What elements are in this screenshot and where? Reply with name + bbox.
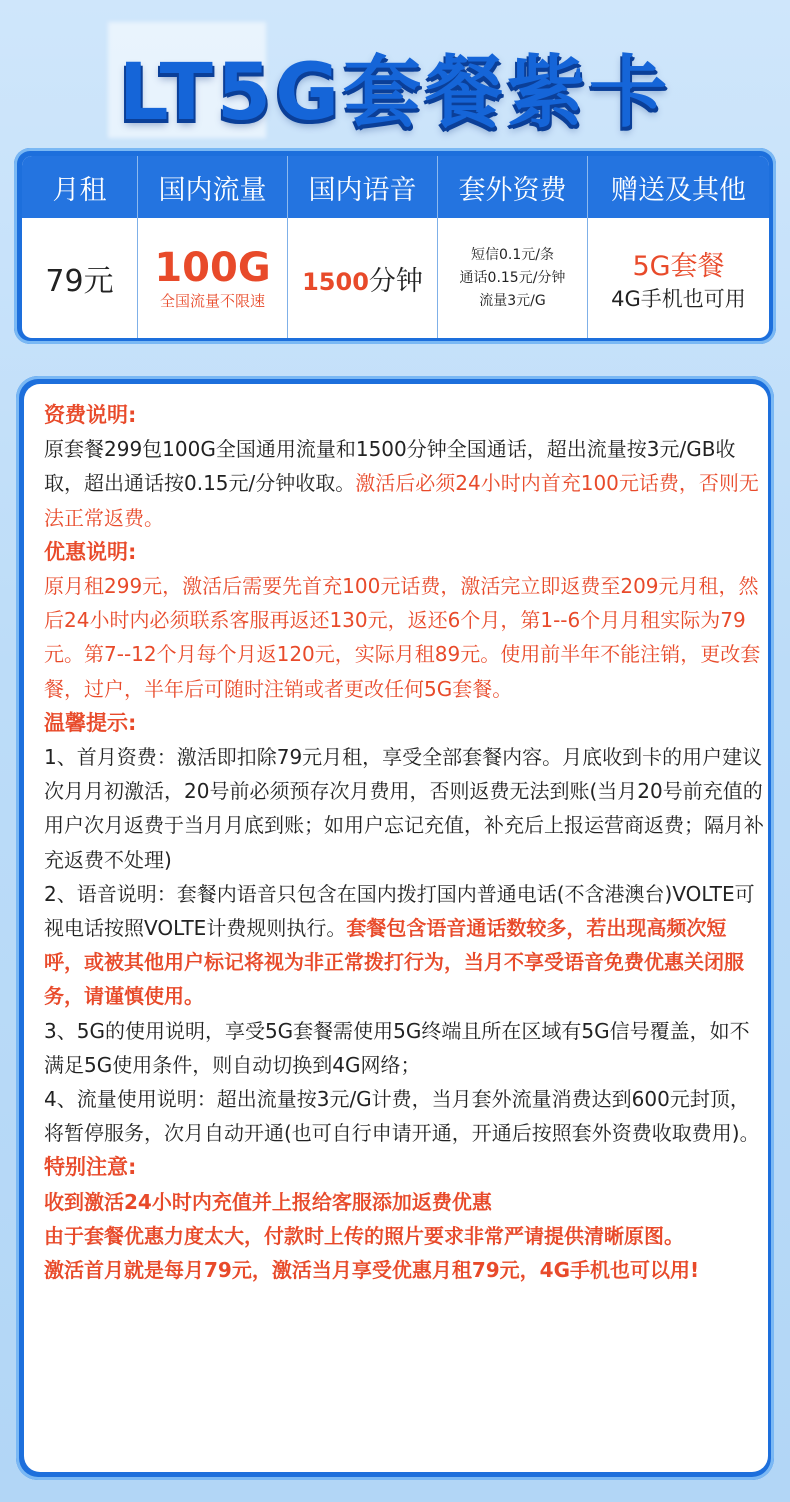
data-amount: 100G xyxy=(154,244,271,291)
cell-gifts xyxy=(588,218,769,338)
section-title-fees: 资费说明: xyxy=(44,403,137,427)
gift-4g: 4G手机也可用 xyxy=(611,286,746,311)
cell-extra-fees xyxy=(438,218,588,338)
tip-5g: 3、5G的使用说明，享受5G套餐需使用5G终端且所在区域有5G信号覆盖，如不满足5G使用条件，则自动切换到4G网络； xyxy=(44,1018,750,1077)
voice-unit: 分钟 xyxy=(368,265,423,297)
special-note-3: 激活首月就是每月79元，激活当月享受优惠月租79元，4G手机也可以用! xyxy=(44,1258,700,1283)
plan-table xyxy=(22,156,769,338)
sms-fee: 短信0.1元/条 xyxy=(471,246,554,263)
header-voice: 国内语音 xyxy=(288,156,438,218)
tip-data: 4、流量使用说明：超出流量按3元/G计费，当月套外流量消费达到600元封顶，将暂停服务，次月自动开通(也可自行申请开通，开通后按照套外资费收取费用)。 xyxy=(44,1087,760,1146)
fees-text: 原套餐299包100G全国通用流量和1500分钟全国通话，超出流量按3元/GB收取，超出通话按0.15元/分钟收取。 xyxy=(44,437,736,496)
voice-minutes: 1500 xyxy=(302,267,369,296)
tip-voice-text: 2、语音说明：套餐内语音只包含在国内拨打国内普通电话(不含港澳台)VOLTE可视电话按照VOLTE计费规则执行。 xyxy=(44,881,755,941)
header-gifts: 赠送及其他 xyxy=(611,174,746,206)
voice-value xyxy=(302,259,423,298)
data-fee: 流量3元/G xyxy=(479,292,546,309)
special-note-1: 收到激活24小时内充值并上报给客服添加返费优惠 xyxy=(44,1189,492,1214)
table-header-row xyxy=(22,156,769,218)
tip-first-month: 1、首月资费：激活即扣除79元月租，享受全部套餐内容。月底收到卡的用户建议次月月初激活，20号前必须预存次月费用，否则返费无法到账(当月20号前充值的用户次月返费于当月月底到账；如用户忘记充值，补充后上报运营商返费；隔月补充返费不处理) xyxy=(44,745,764,872)
section-title-special: 特别注意: xyxy=(44,1155,137,1180)
table-row xyxy=(22,218,769,338)
fees-warning: 激活后必须24小时内首充100元话费，否则无法正常返费。 xyxy=(44,471,759,530)
tip-voice xyxy=(44,877,766,1014)
discount-text: 原月租299元，激活后需要先首充100元话费，激活完立即返费至209元月租，然后24小时内必须联系客服再返还130元，返还6个月，第1--6个月月租实际为79元。第7--12个月每个月返120元，实际月租89元。使用前半年不能注销，更改套餐，过户，半年后可随时注销或者更改任何5G套餐。 xyxy=(44,574,761,701)
gift-5g: 5G套餐 xyxy=(632,250,725,282)
tip-voice-warning: 套餐包含语音通话数较多，若出现高频次短呼，或被其他用户标记将视为非正常拨打行为，当月不享受语音免费优惠关闭服务，请谨慎使用。 xyxy=(44,916,744,1009)
header-data: 国内流量 xyxy=(138,156,288,218)
header-rent: 月租 xyxy=(22,156,138,218)
special-note-2: 由于套餐优惠力度太大，付款时上传的照片要求非常严请提供清晰原图。 xyxy=(44,1223,684,1248)
notes-content xyxy=(44,398,766,1287)
cell-data xyxy=(138,218,288,338)
section-title-discount: 优惠说明: xyxy=(44,539,137,564)
rent-value: 79元 xyxy=(45,264,114,299)
data-note: 全国流量不限速 xyxy=(159,291,265,310)
header-extra-fees: 套外资费 xyxy=(438,156,588,218)
cell-rent xyxy=(22,218,138,338)
fees-paragraph xyxy=(44,432,766,535)
cell-voice xyxy=(288,218,438,338)
page-title: LT5G套餐紫卡 xyxy=(118,48,672,138)
call-fee: 通话0.15元/分钟 xyxy=(459,269,566,286)
section-title-tips: 温馨提示: xyxy=(44,710,137,735)
